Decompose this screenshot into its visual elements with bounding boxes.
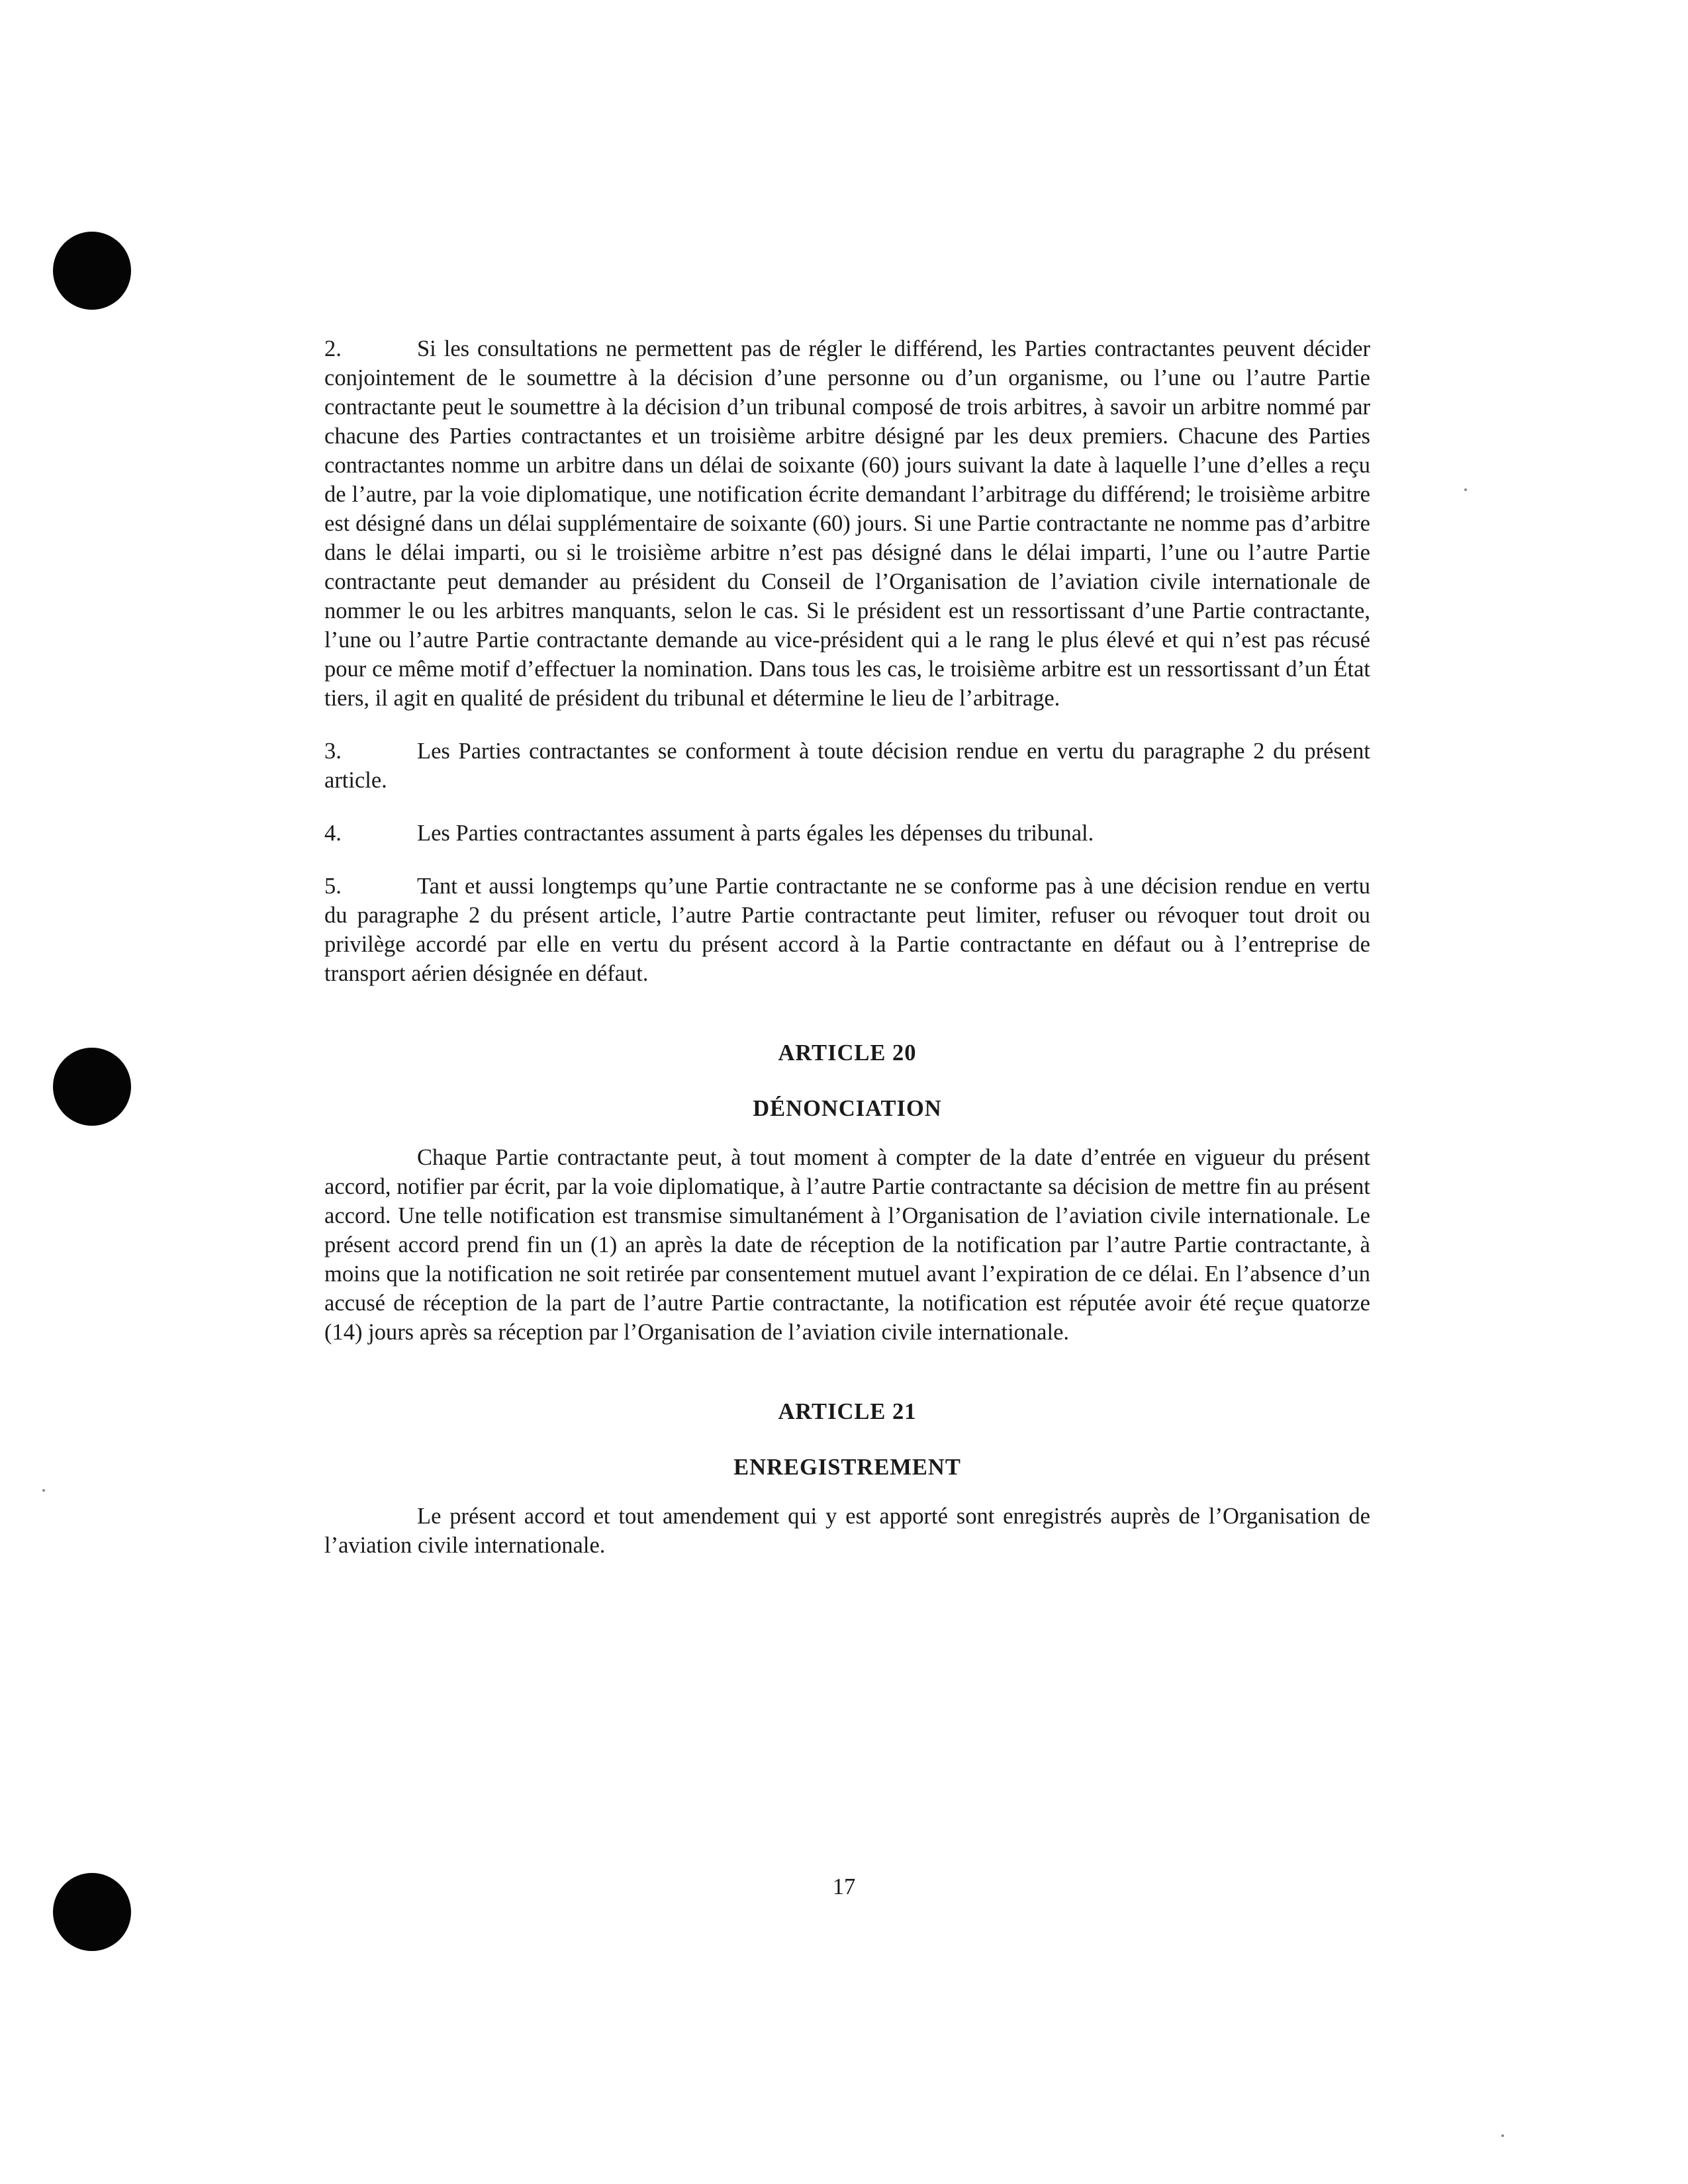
paragraph-text: Tant et aussi longtemps qu’une Partie contractante ne se conforme pas à une décision rendue en vertu du paragraphe 2 du présent article, l’autre Partie contractante peut limiter, refuser ou révoquer tout droit ou privilège accordé par elle en vertu du présent accord à la Partie contractante en défaut ou à l’entreprise de transport aérien désignée en défaut. xyxy=(324,874,1370,986)
article-21-heading: ARTICLE 21 xyxy=(778,1399,917,1424)
page-number: 17 xyxy=(832,1874,856,1899)
paragraph-3 xyxy=(324,737,1370,795)
paragraph-2 xyxy=(324,334,1370,713)
article-20-title: DÉNONCIATION xyxy=(753,1096,942,1121)
paragraph-number: 3. xyxy=(324,739,342,764)
document-body xyxy=(324,334,1370,1560)
article-20-heading: ARTICLE 20 xyxy=(778,1040,917,1066)
scan-speck xyxy=(1501,2134,1504,2137)
scan-speck xyxy=(42,1489,45,1492)
punch-hole-top xyxy=(53,232,131,310)
paragraph-4 xyxy=(324,819,1370,848)
article-21-title: ENREGISTREMENT xyxy=(733,1455,961,1480)
paragraph-number: 5. xyxy=(324,874,342,899)
paragraph-5 xyxy=(324,872,1370,988)
punch-hole-middle xyxy=(53,1048,131,1126)
paragraph-number: 4. xyxy=(324,821,342,846)
paragraph-text: Les Parties contractantes assument à parts égales les dépenses du tribunal. xyxy=(417,821,1094,846)
paragraph-number: 2. xyxy=(324,336,342,361)
paragraph-text: Si les consultations ne permettent pas de régler le différend, les Parties contractantes peuvent décider conjointement de le soumettre à la décision d’une personne ou d’un organisme, ou l’une ou l’autre Partie contractante peut le soumettre à la décision d’un tribunal composé de trois arbitres, à savoir un arbitre nommé par chacune des Parties contractantes et un troisième arbitre désigné par les deux premiers. Chacune des Parties contractantes nomme un arbitre dans un délai de soixante (60) jours suivant la date à laquelle l’une d’elles a reçu de l’autre, par la voie diplomatique, une notification écrite demandant l’arbitrage du différend; le troisième arbitre est désigné dans un délai supplémentaire de soixante (60) jours. Si une Partie contractante ne nomme pas d’arbitre dans le délai imparti, ou si le troisième arbitre n’est pas désigné dans le délai imparti, l’une ou l’autre Partie contractante peut demander au président du Conseil de l’Organisation de l’aviation civile internationale de nommer le ou les arbitres manquants, selon le cas. Si le président est un ressortissant d’une Partie contractante, l’une ou l’autre Partie contractante demande au vice-président qui a le rang le plus élevé et qui n’est pas récusé pour ce même motif d’effectuer la nomination. Dans tous les cas, le troisième arbitre est un ressortissant d’un État tiers, il agit en qualité de président du tribunal et détermine le lieu de l’arbitrage. xyxy=(324,336,1370,711)
article-20-text: Chaque Partie contractante peut, à tout moment à compter de la date d’entrée en vigueur du présent accord, notifier par écrit, par la voie diplomatique, à l’autre Partie contractante sa décision de mettre fin au présent accord. Une telle notification est transmise simultanément à l’Organisation de l’aviation civile internationale. Le présent accord prend fin un (1) an après la date de réception de la notification par l’autre Partie contractante, à moins que la notification ne soit retirée par consentement mutuel avant l’expiration de ce délai. En l’absence d’un accusé de réception de la part de l’autre Partie contractante, la notification est réputée avoir été reçue quatorze (14) jours après sa réception par l’Organisation de l’aviation civile internationale. xyxy=(324,1145,1370,1345)
article-21-text: Le présent accord et tout amendement qui y est apporté sont enregistrés auprès de l’Organisation de l’aviation civile internationale. xyxy=(324,1504,1370,1558)
scan-speck xyxy=(1464,488,1467,491)
paragraph-text: Les Parties contractantes se conforment à toute décision rendue en vertu du paragraphe 2 du présent article. xyxy=(324,739,1370,793)
